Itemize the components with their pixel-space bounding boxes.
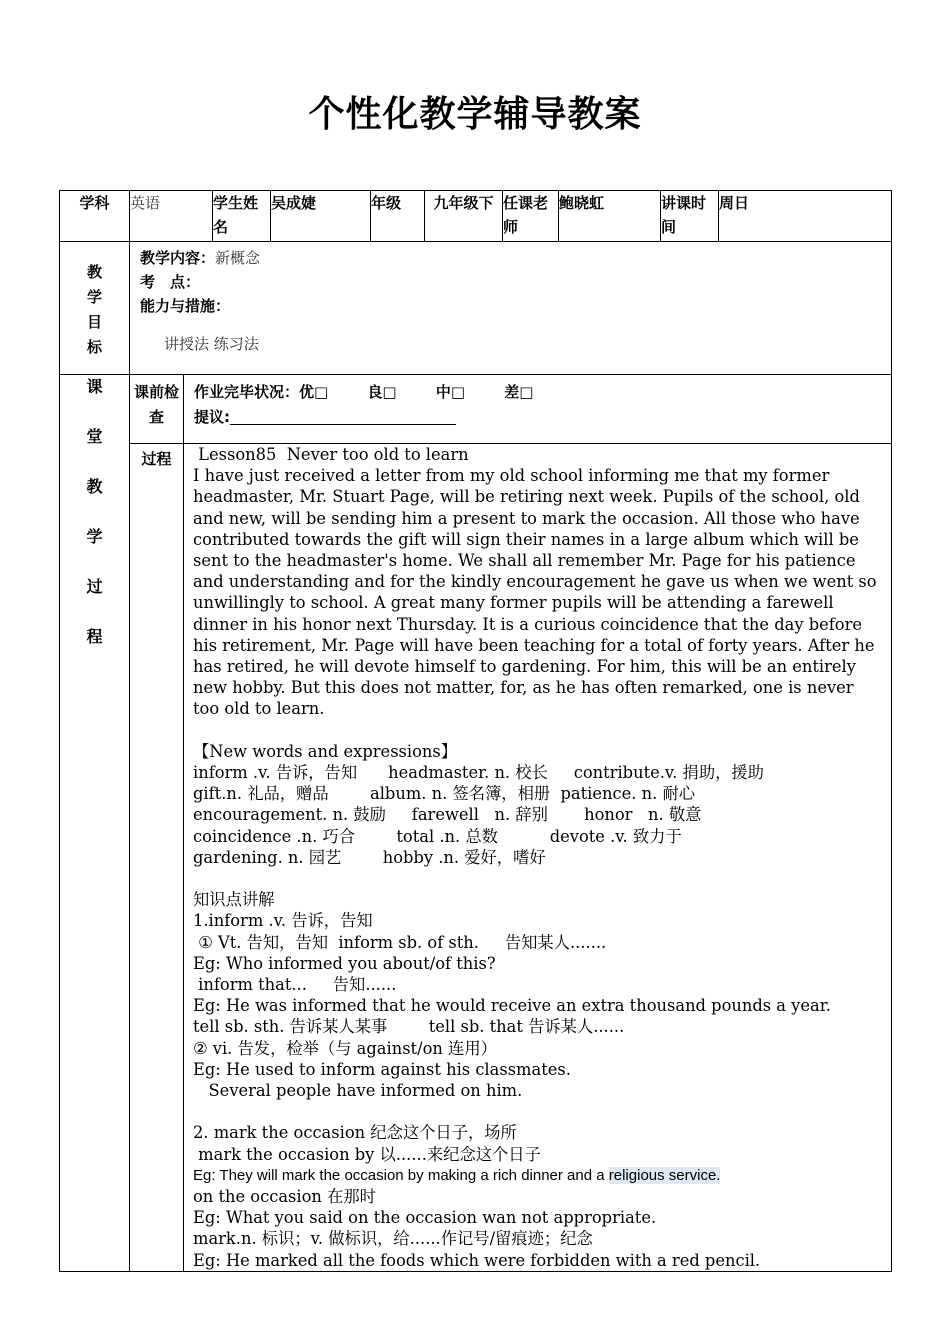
knowledge-line: Several people have informed on him. bbox=[193, 1081, 523, 1101]
words-line: inform .v. 告诉，告知 headmaster. n. 校长 contribute.v. 捐助，援助 bbox=[193, 763, 764, 783]
mark-example: Eg: They will mark the occasion by making a rich dinner and a religious service. bbox=[193, 1166, 721, 1184]
knowledge-line: Eg: Who informed you about/of this? bbox=[193, 953, 496, 973]
rating-medium: 中□ bbox=[435, 383, 466, 401]
knowledge-line: Eg: He was informed that he would receive an extra thousand pounds a year. bbox=[193, 996, 831, 1016]
goals-row bbox=[60, 242, 892, 375]
classroom-side-label: 课 堂 教 学 过 程 bbox=[60, 375, 130, 1272]
knowledge-line: Eg: He used to inform against his classmates. bbox=[193, 1059, 571, 1079]
goals-content bbox=[130, 242, 892, 375]
methods-text: 讲授法 练习法 bbox=[164, 335, 259, 353]
time-value: 周日 bbox=[719, 191, 892, 242]
lesson-passage: I have just received a letter from my old school informing me that my former headmaster, Mr. Stuart Page, will be retiring next week. Pupils of the school, old and new, will be sending him a present to mark the occasion. All those who have contributed towards the gift will sign their names in a large album which will be sent to the headmaster's home. We shall all remember Mr. Page for his patience and understanding and for the kindly encouragement he gave us when we went so unwillingly to school. A great many former pupils will be attending a farewell dinner in his honor next Thursday. It is a curious coincidence that the day before his retirement, Mr. Page will have been teaching for a total of forty years. After he has retired, he will devote himself to gardening. For him, this will be an entirely new hobby. But this does not matter, for, as he has often remarked, one is never too old to learn. bbox=[193, 466, 877, 719]
subject-value: 英语 bbox=[130, 191, 213, 242]
words-line: coincidence .n. 巧合 total .n. 总数 devote .v. 致力于 bbox=[193, 826, 682, 846]
suggest-label: 提议: bbox=[194, 408, 230, 426]
exam-label: 考 点： bbox=[140, 273, 201, 291]
lesson-body bbox=[184, 444, 892, 1272]
lesson-title: Lesson85 Never too old to learn bbox=[193, 445, 469, 464]
time-label: 讲课时间 bbox=[661, 191, 719, 242]
grade-value: 九年级下 bbox=[425, 191, 503, 242]
knowledge-line: ② vi. 告发，检举（与 against/on 连用） bbox=[193, 1038, 497, 1058]
mark-line: Eg: He marked all the foods which were forbidden with a red pencil. bbox=[193, 1250, 761, 1270]
rating-good: 良□ bbox=[367, 383, 397, 401]
process-label: 过程 bbox=[130, 444, 184, 1272]
knowledge-line: inform that... 告知...... bbox=[193, 975, 397, 995]
info-row bbox=[60, 191, 892, 242]
page-title: 个性化教学辅导教案 bbox=[308, 94, 642, 135]
student-value: 吴成婕 bbox=[271, 191, 371, 242]
words-line: gift.n. 礼品，赠品 album. n. 签名簿，相册 patience. n. 耐心 bbox=[193, 784, 696, 804]
knowledge-line: 1.inform .v. 告诉，告知 bbox=[193, 911, 373, 931]
knowledge-line: tell sb. sth. 告诉某人某事 tell sb. that 告诉某人...... bbox=[193, 1017, 625, 1037]
highlighted-text: religious service. bbox=[608, 1166, 721, 1184]
knowledge-line: ① Vt. 告知，告知 inform sb. of sth. 告知某人....... bbox=[193, 932, 607, 952]
words-line: gardening. n. 园艺 hobby .n. 爱好，嗜好 bbox=[193, 847, 546, 867]
rating-poor: 差□ bbox=[504, 383, 534, 401]
suggest-underline bbox=[230, 408, 456, 425]
mark-line: 2. mark the occasion 纪念这个日子，场所 bbox=[193, 1123, 517, 1143]
precheck-label: 课前检查 bbox=[130, 375, 184, 444]
precheck-content bbox=[184, 375, 892, 444]
subject-label: 学科 bbox=[60, 191, 130, 242]
teacher-label: 任课老师 bbox=[503, 191, 559, 242]
student-label: 学生姓名 bbox=[213, 191, 271, 242]
content-value: 新概念 bbox=[215, 249, 261, 267]
ability-label: 能力与措施： bbox=[140, 297, 231, 315]
lesson-plan-table bbox=[59, 190, 892, 1272]
process-row bbox=[60, 444, 892, 1272]
mark-line: mark.n. 标识；v. 做标识，给......作记号/留痕迹；纪念 bbox=[193, 1229, 593, 1249]
words-line: encouragement. n. 鼓励 farewell n. 辞别 honor n. 敬意 bbox=[193, 805, 702, 825]
content-label: 教学内容： bbox=[140, 249, 216, 267]
precheck-row bbox=[60, 375, 892, 444]
words-heading: 【New words and expressions】 bbox=[193, 741, 458, 761]
mark-line: on the occasion 在那时 bbox=[193, 1187, 376, 1207]
teacher-value: 鲍晓虹 bbox=[559, 191, 661, 242]
mark-line: Eg: What you said on the occasion wan not appropriate. bbox=[193, 1208, 657, 1228]
homework-status: 作业完毕状况：优□ bbox=[194, 383, 329, 401]
goals-side-label: 教 学 目 标 bbox=[60, 242, 130, 375]
mark-line: mark the occasion by 以......来纪念这个日子 bbox=[193, 1144, 541, 1164]
grade-label: 年级 bbox=[371, 191, 425, 242]
knowledge-heading: 知识点讲解 bbox=[193, 890, 275, 910]
